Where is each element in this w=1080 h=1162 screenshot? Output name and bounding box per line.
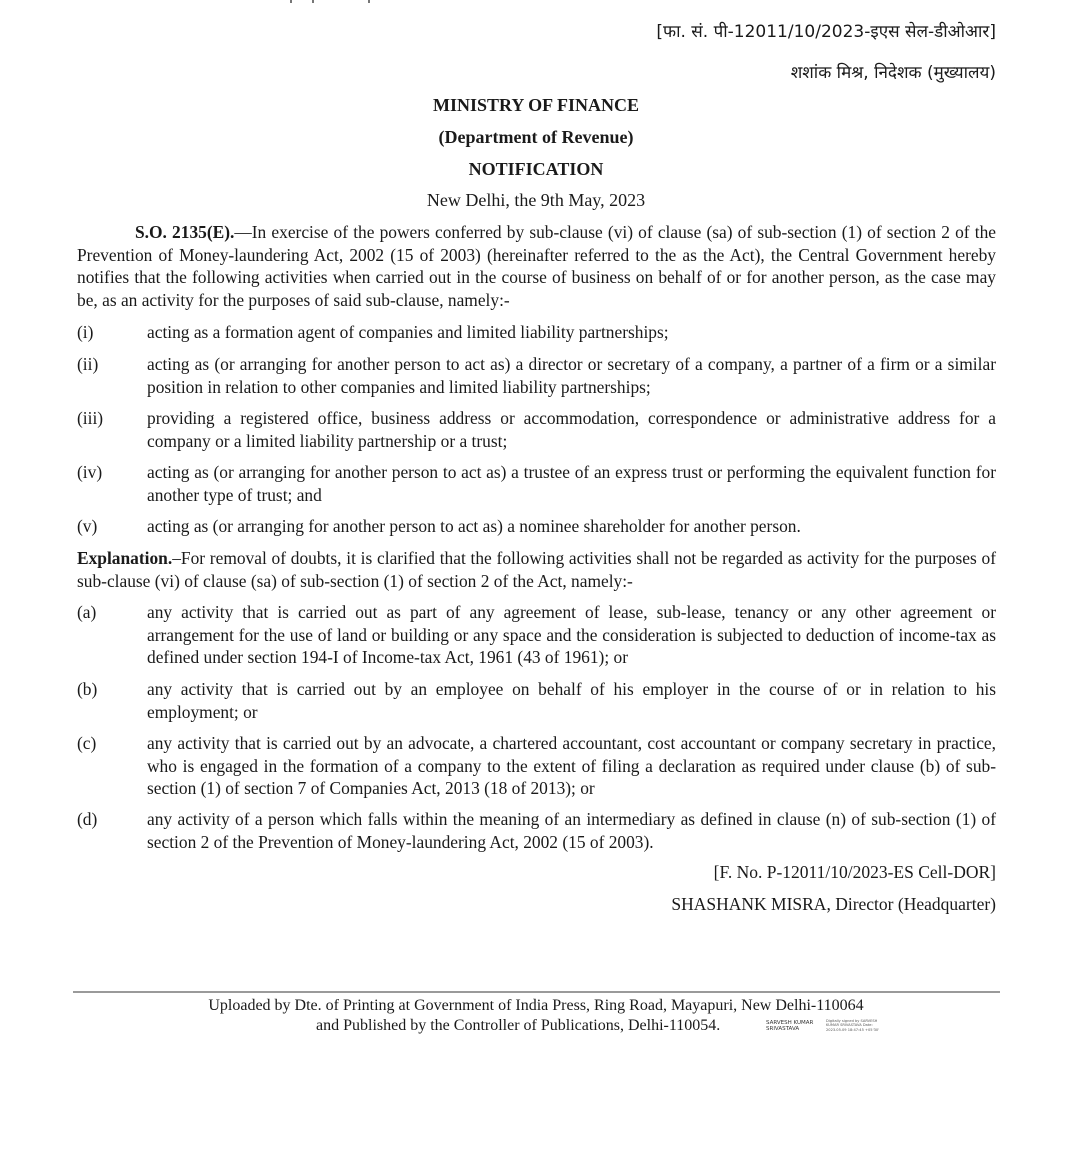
signatory: SHASHANK MISRA, Director (Headquarter) xyxy=(671,894,996,914)
intro-paragraph xyxy=(77,221,996,311)
activity-marker: (iii) xyxy=(77,408,104,428)
intro-text: —In exercise of the powers conferred by sub-clause (vi) of clause (sa) of sub-section (1) of section 2 of the Prevention of Money-laundering Act, 2002 (15 of 2003) (hereinafter referred to the as the Act), the Central Government hereby notifies that the following activities when carried out in the course of business on behalf of or for another person, as the case may be, as an activity for the purposes of said sub-clause, namely:- xyxy=(77,222,996,310)
activity-text: acting as a formation agent of companies and limited liability partnerships; xyxy=(147,322,669,342)
hindi-signatory: शशांक मिश्र, निदेशक (मुख्यालय) xyxy=(790,63,996,83)
activity-marker: (iv) xyxy=(77,462,103,482)
explanation-text: –For removal of doubts, it is clarified that the following activities shall not be regarded as activity for the purposes of sub-clause (vi) of clause (sa) of sub-section (1) of section 2 of the Act, namely:- xyxy=(77,548,996,591)
footer-divider xyxy=(73,991,1000,993)
activity-text: acting as (or arranging for another person to act as) a director or secretary of a company, a partner of a firm or a similar position in relation to other companies and limited liability partnerships; xyxy=(147,354,996,397)
exclusion-text: any activity that is carried out by an employee on behalf of his employer in the course of or in relation to his employment; or xyxy=(147,679,996,722)
activity-item xyxy=(77,515,996,538)
footer-line-2: and Published by the Controller of Publications, Delhi-110054. xyxy=(316,1017,721,1034)
exclusion-marker: (c) xyxy=(77,733,97,753)
exclusion-text: any activity that is carried out as part of any agreement of lease, sub-lease, tenancy or any other agreement or arrangement for the use of land or building or any space and the consideration is subjected to deduction of income-tax as defined under section 194-I of Income-tax Act, 1961 (43 of 1961); or xyxy=(147,602,996,667)
exclusion-item xyxy=(77,732,996,800)
activity-text: acting as (or arranging for another person to act as) a trustee of an express trust or performing the equivalent function for another type of trust; and xyxy=(147,462,996,505)
explanation-label: Explanation. xyxy=(77,548,173,568)
digital-signature-name: SARVESH KUMAR SRIVASTAVA xyxy=(766,1020,814,1032)
top-crop-marks xyxy=(290,0,380,3)
file-number: [F. No. P-12011/10/2023-ES Cell-DOR] xyxy=(713,862,996,882)
exclusion-text: any activity that is carried out by an advocate, a chartered accountant, cost accountant or company secretary in practice, who is engaged in the formation of a company to the extent of filing a declaration as required under clause (b) of sub-section (1) of section 7 of Companies Act, 2013 (18 of 2013); or xyxy=(147,733,996,798)
activity-item xyxy=(77,461,996,506)
activity-marker: (i) xyxy=(77,322,94,342)
notification-title: NOTIFICATION xyxy=(468,159,604,179)
department-title: (Department of Revenue) xyxy=(438,127,634,147)
exclusion-marker: (a) xyxy=(77,602,97,622)
hindi-file-number: [फा. सं. पी-12011/10/2023-इएस सेल-डीओआर] xyxy=(656,22,996,42)
digital-signature-note: Digitally signed by SARVESH KUMAR SRIVASTAVA Date: 2023.05.09 18:47:45 +05'30' xyxy=(826,1019,880,1032)
activity-item xyxy=(77,353,996,398)
exclusion-item xyxy=(77,678,996,723)
activity-marker: (ii) xyxy=(77,354,99,374)
exclusion-marker: (b) xyxy=(77,679,98,699)
activity-marker: (v) xyxy=(77,516,98,536)
activity-item xyxy=(77,321,996,344)
activity-item xyxy=(77,407,996,452)
place-date: New Delhi, the 9th May, 2023 xyxy=(426,190,646,210)
exclusion-text: any activity of a person which falls within the meaning of an intermediary as defined in clause (n) of sub-section (1) of section 2 of the Prevention of Money-laundering Act, 2002 (15 of 2003). xyxy=(147,809,996,852)
activity-text: providing a registered office, business address or accommodation, correspondence or administrative address for a company or a limited liability partnership or a trust; xyxy=(147,408,996,451)
exclusion-item xyxy=(77,601,996,669)
ministry-title: MINISTRY OF FINANCE xyxy=(432,95,640,115)
footer-line-1: Uploaded by Dte. of Printing at Government of India Press, Ring Road, Mayapuri, New Delhi-110064 xyxy=(208,997,864,1014)
exclusion-item xyxy=(77,808,996,853)
exclusion-marker: (d) xyxy=(77,809,98,829)
activity-text: acting as (or arranging for another person to act as) a nominee shareholder for another person. xyxy=(147,516,801,536)
so-number: S.O. 2135(E). xyxy=(135,222,235,242)
explanation-paragraph xyxy=(77,547,996,592)
